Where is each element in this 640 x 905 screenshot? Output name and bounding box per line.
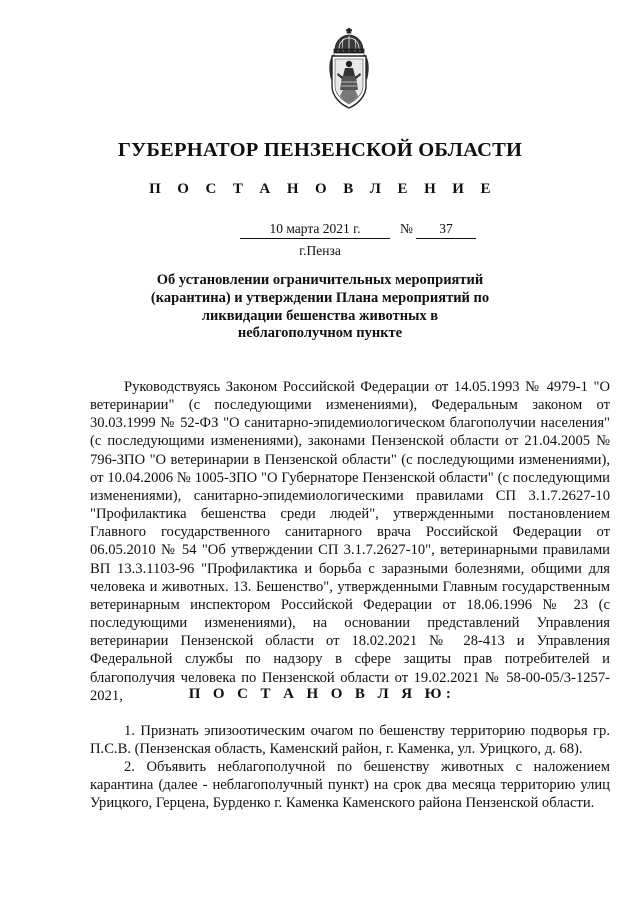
- document-title: ГУБЕРНАТОР ПЕНЗЕНСКОЙ ОБЛАСТИ: [117, 139, 523, 161]
- date-number-line: [0, 221, 640, 238]
- decree-heading: П О С Т А Н О В Л Я Ю:: [188, 686, 456, 702]
- coat-of-arms-icon: [323, 28, 375, 110]
- number-label: №: [400, 221, 413, 236]
- document-type: П О С Т А Н О В Л Е Н И Е: [149, 181, 497, 197]
- document-subject: Об установлении ограничительных мероприятий (карантина) и утверждении Плана мероприятий по ликвидации бешенства животных в неблагополучном пункте: [150, 272, 490, 342]
- document-number: 37: [416, 221, 476, 239]
- document-date: 10 марта 2021 г.: [240, 221, 390, 239]
- document-city: г.Пенза: [299, 243, 341, 258]
- preamble-paragraph: Руководствуясь Законом Российской Федерации от 14.05.1993 № 4979-1 "О ветеринарии" (с последующими изменениями), Федеральным законом от 30.03.1999 № 52-ФЗ "О санитарно-эпидемиологическом благополучии населения" (с последующими изменениями), законами Пензенской области от 21.04.2005 № 796-ЗПО "О ветеринарии в Пензенской области" (с последующими изменениями), от 10.04.2006 № 1005-ЗПО "О Губернаторе Пензенской области" (с последующими изменениями), санитарно-эпидемиологическими правилами СП 3.1.7.2627-10 "Профилактика бешенства среди людей", утвержденными постановлением Главного государственного санитарного врача Российской Федерации от 06.05.2010 № 54 "Об утверждении СП 3.1.7.2627-10", ветеринарными правилами ВП 13.3.1103-96 "Профилактика и борьба с заразными болезнями, общими для человека и животных. 13. Бешенство", утвержденными Главным государственным ветеринарным инспектором Российской Федерации от 18.06.1996 № 23 (с последующими изменениями), на основании представлений Управления ветеринарии Пензенской области от 18.02.2021 № 28-413 и Управления Федеральной службы по надзору в сфере защиты прав потребителей и благополучия человека по Пензенской области от 19.02.2021 № 58-00-05/3-1257-2021,: [90, 379, 610, 704]
- decree-item-1: 1. Признать эпизоотическим очагом по бешенству территорию подворья гр. П.С.В. (Пензенская область, Каменский район, г. Каменка, ул. Урицкого, д. 68).: [90, 723, 610, 758]
- decree-item-2: 2. Объявить неблагополучной по бешенству животных с наложением карантина (далее - неблагополучный пункт) на срок два месяца территорию улиц Урицкого, Герцена, Бурденко г. Каменка Каменского района Пензенской области.: [90, 759, 610, 812]
